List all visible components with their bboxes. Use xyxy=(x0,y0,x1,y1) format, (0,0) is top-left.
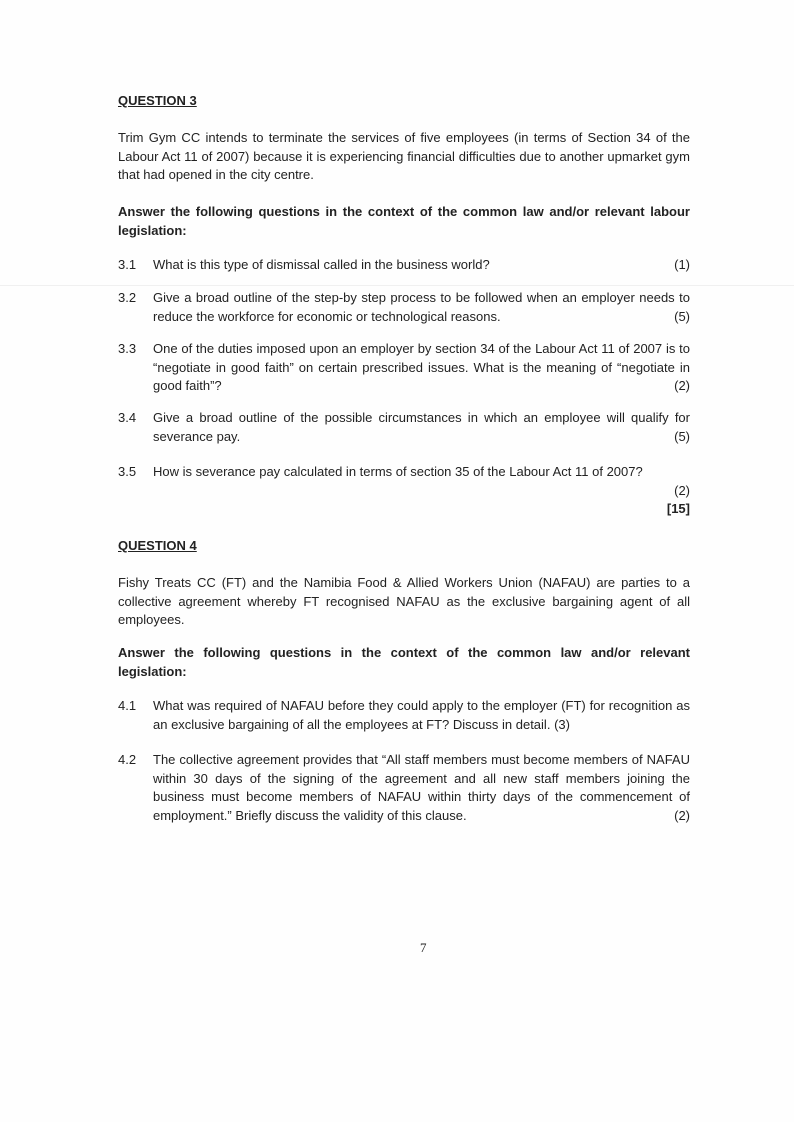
page-number: 7 xyxy=(420,940,427,955)
item-mark: (2) xyxy=(674,807,690,823)
question-3-2 xyxy=(118,289,690,326)
item-text: What is this type of dismissal called in the business world? xyxy=(153,257,490,272)
question-3-total: [15] xyxy=(666,501,690,516)
scan-artifact-line xyxy=(0,285,794,286)
question-4-intro: Fishy Treats CC (FT) and the Namibia Food & Allied Workers Union (NAFAU) are parties to a collective agreement whereby FT recognised NAFAU as the exclusive bargaining agent of all employees. xyxy=(118,575,690,627)
question-4-heading: QUESTION 4 xyxy=(118,538,197,553)
question-3-intro: Trim Gym CC intends to terminate the services of five employees (in terms of Section 34 of the Labour Act 11 of 2007) because it is experiencing financial difficulties due to another upmarket gym that had opened in the city centre. xyxy=(118,130,690,182)
item-text: The collective agreement provides that “All staff members must become members of NAFAU within 30 days of the signing of the agreement and all new staff members joining the business must become members of NAFAU within thirty days of the commencement of employment.” Briefly discuss the validity of this clause. xyxy=(153,752,690,823)
item-number: 4.1 xyxy=(118,698,137,713)
item-mark: (2) xyxy=(674,482,690,498)
item-text: What was required of NAFAU before they could apply to the employer (FT) for recognition as an exclusive bargaining of all the employees at FT? Discuss in detail. xyxy=(153,698,690,732)
item-number: 3.1 xyxy=(118,257,137,272)
question-3-3 xyxy=(118,340,690,396)
item-text: How is severance pay calculated in terms of section 35 of the Labour Act 11 of 2007? xyxy=(153,464,643,479)
question-3-4 xyxy=(118,409,690,446)
question-4-1 xyxy=(118,697,690,734)
item-number: 4.2 xyxy=(118,752,137,767)
item-text: Give a broad outline of the step-by step process to be followed when an employer needs to reduce the workforce for economic or technological reasons. xyxy=(153,290,690,324)
item-text: Give a broad outline of the possible circumstances in which an employee will qualify for severance pay. xyxy=(153,410,690,444)
item-number: 3.2 xyxy=(118,290,137,305)
item-mark: (2) xyxy=(674,378,690,393)
question-4-instruction: Answer the following questions in the context of the common law and/or relevant legislation: xyxy=(118,645,690,679)
item-mark: (3) xyxy=(554,716,570,732)
item-text: One of the duties imposed upon an employer by section 34 of the Labour Act 11 of 2007 is to “negotiate in good faith” on certain prescribed issues. What is the meaning of “negotiate in good faith”? xyxy=(153,341,690,393)
item-mark: (5) xyxy=(674,428,690,444)
question-3-1 xyxy=(118,256,690,275)
item-number: 3.4 xyxy=(118,410,137,425)
item-number: 3.3 xyxy=(118,341,137,356)
question-4-2 xyxy=(118,751,690,825)
item-mark: (5) xyxy=(674,308,690,324)
question-3-5 xyxy=(118,463,690,519)
question-3-heading: QUESTION 3 xyxy=(118,93,197,108)
question-3-instruction: Answer the following questions in the context of the common law and/or relevant labour legislation: xyxy=(118,204,690,238)
item-mark: (1) xyxy=(674,257,690,272)
item-number: 3.5 xyxy=(118,464,137,479)
